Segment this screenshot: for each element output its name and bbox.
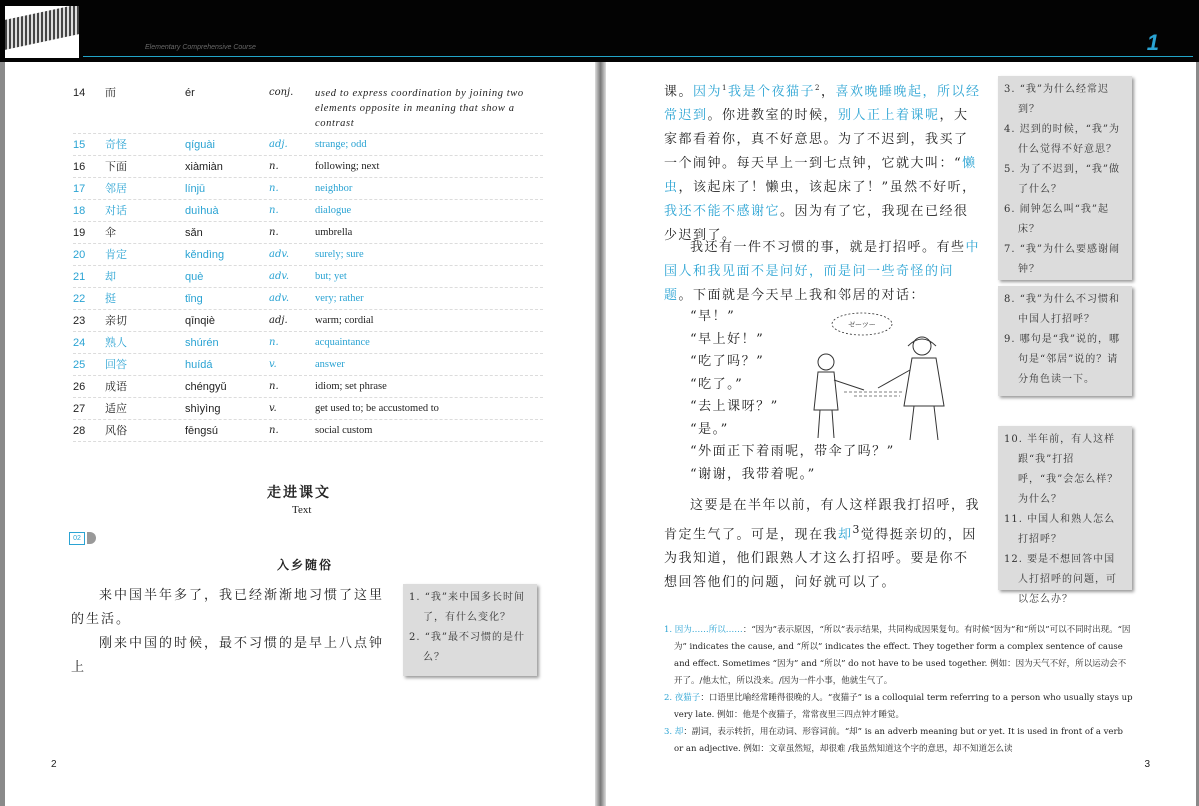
vocab-number: 28 bbox=[73, 425, 86, 437]
vocab-pinyin: ér bbox=[185, 87, 195, 99]
vocab-pos: adj. bbox=[269, 139, 288, 150]
vocab-pos: v. bbox=[269, 359, 277, 370]
speaker-icon[interactable] bbox=[87, 532, 96, 544]
text-run: 。下面就是今天早上我和邻居的对话： bbox=[678, 288, 926, 303]
text-run: 我还有一件不习惯的事，就是打招呼。有些 bbox=[690, 240, 966, 255]
vocab-hanzi: 成语 bbox=[105, 380, 127, 393]
footnote-ref[interactable]: 2 bbox=[815, 84, 821, 92]
vocab-row bbox=[73, 420, 543, 442]
vocab-hanzi: 亲切 bbox=[105, 314, 127, 327]
dialogue-line: “吃了。” bbox=[690, 376, 744, 392]
vocab-pinyin: què bbox=[185, 271, 204, 283]
vocab-pos: adv. bbox=[269, 293, 290, 304]
footnote bbox=[664, 690, 1134, 724]
vocab-pinyin: huídá bbox=[185, 359, 213, 371]
vocab-row bbox=[73, 156, 543, 178]
right-page bbox=[606, 62, 1196, 806]
dialogue-line: “早！” bbox=[690, 309, 736, 324]
vocab-number: 14 bbox=[73, 87, 86, 99]
vocab-pos: conj. bbox=[269, 87, 294, 98]
top-banner bbox=[0, 0, 1199, 62]
vocab-definition: acquaintance bbox=[315, 337, 370, 348]
vocab-number: 19 bbox=[73, 227, 86, 239]
question: 12. 要是不想回答中国人打招呼的问题，可以怎么办？ bbox=[1004, 554, 1117, 605]
text-run: ，该起床了！懒虫，该起床了！”虽然不好听， bbox=[678, 180, 977, 196]
highlight-run: 我是个夜猫子 bbox=[728, 84, 816, 100]
vocab-pos: n. bbox=[269, 227, 279, 238]
vocab-hanzi: 邻居 bbox=[105, 182, 127, 195]
vocab-pinyin: duìhuà bbox=[185, 205, 219, 217]
footnote-ref[interactable]: 3 bbox=[852, 523, 861, 536]
vocab-hanzi: 回答 bbox=[105, 358, 127, 371]
vocab-hanzi: 对话 bbox=[105, 204, 127, 217]
vocab-definition: used to express coordination by joining two elements opposite in meaning that show a contrast bbox=[315, 88, 524, 129]
vocab-number: 23 bbox=[73, 315, 86, 327]
text-run: 。因为有了它，我现在已经很少迟到了。 bbox=[664, 204, 969, 244]
footnote-label: 1. 因为……所以…… bbox=[664, 625, 743, 635]
footnote bbox=[664, 622, 1134, 690]
vocab-hanzi: 下面 bbox=[105, 160, 127, 173]
speech-bubble-text: ゼーツー bbox=[848, 321, 876, 329]
paragraph: 来中国半年多了，我已经渐渐地习惯了这里的生活。 bbox=[71, 588, 385, 627]
dialogue-line: “吃了吗？” bbox=[690, 354, 765, 369]
text-paragraph-2 bbox=[664, 236, 982, 308]
vocab-hanzi: 适应 bbox=[105, 402, 127, 415]
vocab-definition: very; rather bbox=[315, 293, 364, 304]
course-title: Elementary Comprehensive Course bbox=[145, 44, 256, 51]
question-box bbox=[998, 76, 1132, 280]
vocab-definition: umbrella bbox=[315, 227, 353, 238]
vocab-pos: adv. bbox=[269, 271, 290, 282]
footnotes bbox=[664, 622, 1134, 758]
vocab-number: 24 bbox=[73, 337, 86, 349]
vocab-pinyin: shìyìng bbox=[185, 403, 221, 415]
paragraph: 刚来中国的时候，最不习惯的是早上八点钟上 bbox=[71, 636, 385, 675]
question: 11. 中国人和熟人怎么打招呼？ bbox=[1004, 514, 1116, 545]
umbrella-line bbox=[844, 392, 904, 396]
vocab-number: 18 bbox=[73, 205, 86, 217]
vocab-row bbox=[73, 376, 543, 398]
dialogue-line: “外面正下着雨呢，带伞了吗？” bbox=[690, 444, 895, 459]
question-box bbox=[998, 286, 1132, 396]
vocab-number: 27 bbox=[73, 403, 86, 415]
vocab-row bbox=[73, 354, 543, 376]
dialogue-line: “是。” bbox=[690, 421, 729, 437]
vocab-definition: following; next bbox=[315, 161, 380, 172]
vocab-pinyin: xiàmiàn bbox=[185, 161, 223, 173]
vocab-number: 26 bbox=[73, 381, 86, 393]
vocab-hanzi: 熟人 bbox=[105, 336, 127, 349]
vocab-definition: social custom bbox=[315, 425, 373, 436]
footnote-label: 2. 夜猫子 bbox=[664, 693, 701, 703]
vocab-pos: adv. bbox=[269, 249, 290, 260]
vocab-pinyin: sǎn bbox=[185, 227, 203, 239]
vocab-row bbox=[73, 222, 543, 244]
vocab-pinyin: kěndìng bbox=[185, 249, 225, 261]
chapter-number: 1 bbox=[1146, 30, 1159, 55]
dialogue-line: “早上好！” bbox=[690, 331, 765, 347]
vocab-number: 22 bbox=[73, 293, 86, 305]
vocab-definition: dialogue bbox=[315, 205, 352, 216]
highlight-run: 我还不能不感谢它 bbox=[664, 204, 781, 220]
vocab-number: 17 bbox=[73, 183, 86, 195]
vocab-definition: answer bbox=[315, 359, 345, 370]
vocab-row bbox=[73, 310, 543, 332]
vocab-pinyin: chéngyǔ bbox=[185, 381, 227, 393]
person-right bbox=[878, 337, 944, 440]
question: 8. “我”为什么不习惯和中国人打招呼？ bbox=[1004, 294, 1120, 325]
text-run: 这要是在半年以前，有人这样跟我打招呼，我肯定生气了。可是，现在我 bbox=[664, 498, 981, 543]
highlight-run: 却 bbox=[838, 527, 853, 543]
text-run: ， bbox=[820, 84, 836, 100]
highlight-run: 中国人和我见面不是问好，而是问一些奇怪的问题 bbox=[664, 240, 981, 303]
vocab-definition: surely; sure bbox=[315, 249, 364, 260]
vocab-number: 21 bbox=[73, 271, 86, 283]
footnote-label: 3. 却 bbox=[664, 727, 684, 737]
vocab-pos: n. bbox=[269, 183, 279, 194]
text-run: ，大家都看着你，真不好意思。为了不迟到，我买了一个闹钟。每天早上一到七点钟，它就大叫：“ bbox=[664, 108, 969, 172]
illustration-neighbors bbox=[804, 310, 984, 448]
section-subtitle: Text bbox=[292, 504, 312, 516]
vocab-number: 25 bbox=[73, 359, 86, 371]
question: 1. “我”来中国多长时间了，有什么变化？ bbox=[409, 592, 525, 623]
vocab-definition: warm; cordial bbox=[315, 315, 374, 326]
vocab-number: 16 bbox=[73, 161, 86, 173]
vocab-row bbox=[73, 332, 543, 354]
text-run: 觉得挺亲切的，因为我知道，他们跟熟人才这么打招呼。要是你不想回答他们的问题，问好就可以了。 bbox=[664, 527, 977, 591]
vocab-row bbox=[73, 200, 543, 222]
vocab-pos: n. bbox=[269, 425, 279, 436]
vocab-table bbox=[73, 82, 543, 442]
footnote-text: ：“因为”表示原因，“所以”表示结果，共同构成因果复句。有时候“因为”和“所以”可以不同时出现。“因为” indicates the cause, and “所以” indicates the effect. They together form a complex sentence of cause and effect. Sometimes “因为” and “所以” do not have to be used together. 例如：因为天气不好，所以运动会不开了。/他太忙，所以没来。/因为一件小事，他就生气了。 bbox=[674, 625, 1131, 686]
footnote-text: ：副词，表示转折，用在动词、形容词前。“却” is an adverb meaning but or yet. It is used in front of a verb or an adjective. 例如：文章虽然短，却很难 /我虽然知道这个字的意思，却不知道怎么读 bbox=[674, 727, 1123, 754]
vocab-number: 15 bbox=[73, 139, 86, 151]
vocab-pinyin: tǐng bbox=[185, 293, 203, 305]
vocab-definition: but; yet bbox=[315, 271, 347, 282]
vocab-hanzi: 却 bbox=[105, 270, 116, 283]
vocab-row bbox=[73, 134, 543, 156]
vocab-pos: n. bbox=[269, 337, 279, 348]
highlight-run: 喜欢晚睡晚起，所以经常迟到 bbox=[664, 84, 981, 124]
dialogue-line: “谢谢，我带着呢。” bbox=[690, 466, 816, 482]
vocab-pinyin: shúrén bbox=[185, 337, 219, 349]
vocab-definition: strange; odd bbox=[315, 139, 367, 150]
vocab-pos: v. bbox=[269, 403, 277, 414]
text-paragraph-1 bbox=[664, 76, 982, 248]
page-number: 2 bbox=[51, 759, 57, 770]
vocab-hanzi: 伞 bbox=[105, 226, 116, 239]
vocab-pos: adj. bbox=[269, 315, 288, 326]
question: 9. 哪句是“我”说的，哪句是“邻居”说的？请分角色读一下。 bbox=[1004, 334, 1120, 385]
vocab-row bbox=[73, 244, 543, 266]
text-paragraph-3 bbox=[664, 494, 982, 595]
vocab-pos: n. bbox=[269, 205, 279, 216]
question: 5. 为了不迟到，“我”做了什么？ bbox=[1004, 164, 1120, 195]
vocab-row bbox=[73, 178, 543, 200]
question: 10. 半年前，有人这样跟“我”打招呼，“我”会怎么样？为什么？ bbox=[1004, 434, 1119, 505]
vocab-hanzi: 风俗 bbox=[105, 424, 127, 437]
question-box bbox=[403, 584, 537, 676]
vocab-pos: n. bbox=[269, 381, 279, 392]
highlight-run: 别人正上着课呢 bbox=[838, 108, 940, 124]
page-number: 3 bbox=[1144, 759, 1150, 770]
vocab-definition: neighbor bbox=[315, 183, 353, 194]
text-run: 。你进教室的时候， bbox=[707, 108, 839, 124]
book-spine bbox=[595, 62, 606, 806]
section-title: 走进课文 bbox=[267, 485, 331, 501]
left-page bbox=[5, 62, 595, 806]
highlight-run: 懒虫 bbox=[664, 156, 977, 196]
highlight-run: 因为 bbox=[693, 84, 723, 100]
vocab-pinyin: línjū bbox=[185, 183, 206, 195]
footnote-text: ：口语里比喻经常睡得很晚的人。“夜猫子” is a colloquial term referring to a person who usually stays up very late. 例如：他是个夜猫子，常常夜里三四点钟才睡觉。 bbox=[674, 693, 1133, 720]
question: 4. 迟到的时候，“我”为什么觉得不好意思？ bbox=[1004, 124, 1120, 155]
vocab-row bbox=[73, 398, 543, 420]
question: 2. “我”最不习惯的是什么？ bbox=[409, 632, 525, 663]
vocab-hanzi: 奇怪 bbox=[105, 138, 127, 151]
lesson-title: 入乡随俗 bbox=[277, 558, 334, 572]
question-box bbox=[998, 426, 1132, 605]
vocab-hanzi: 挺 bbox=[105, 292, 116, 305]
vocab-pinyin: qíguài bbox=[185, 139, 215, 151]
question: 3. “我”为什么经常迟到？ bbox=[1004, 84, 1109, 115]
vocab-row bbox=[73, 266, 543, 288]
vocab-pos: n. bbox=[269, 161, 279, 172]
header-photo bbox=[5, 6, 79, 58]
question: 6. 闹钟怎么叫“我”起床？ bbox=[1004, 204, 1109, 235]
dialogue-line: “去上课呀？” bbox=[690, 399, 779, 414]
text-body-left bbox=[71, 584, 393, 680]
text-run: 课。 bbox=[664, 84, 694, 100]
vocab-hanzi: 肯定 bbox=[105, 248, 127, 261]
header-rule bbox=[83, 56, 1193, 57]
vocab-definition: idiom; set phrase bbox=[315, 381, 387, 392]
vocab-definition: get used to; be accustomed to bbox=[315, 403, 439, 414]
vocab-pinyin: qīnqiè bbox=[185, 315, 215, 327]
vocab-row bbox=[73, 82, 543, 134]
vocab-hanzi: 而 bbox=[105, 86, 116, 99]
vocab-row bbox=[73, 288, 543, 310]
vocab-pinyin: fēngsú bbox=[185, 425, 219, 437]
audio-track-badge[interactable]: 02 bbox=[69, 532, 85, 545]
question: 7. “我”为什么要感谢闹钟？ bbox=[1004, 244, 1120, 275]
vocab-number: 20 bbox=[73, 249, 86, 261]
footnote bbox=[664, 724, 1134, 758]
footnote-ref[interactable]: 1 bbox=[722, 84, 728, 92]
